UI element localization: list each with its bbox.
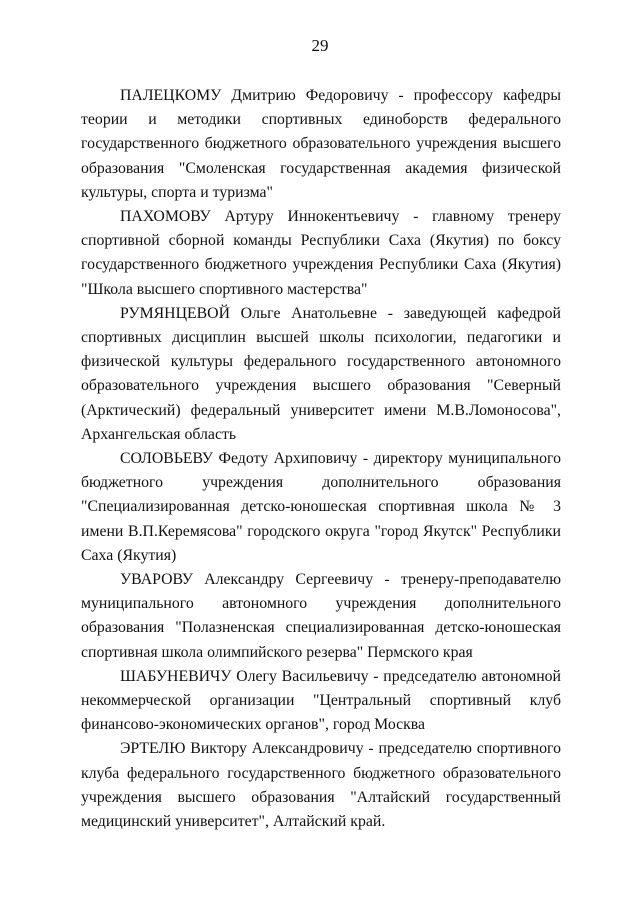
page-number: 29 <box>311 36 329 55</box>
award-entry-ertel: ЭРТЕЛЮ Виктору Александровичу - председателю спортивного клуба федерального государственного бюджетного образовательного учреждения высшего образования "Алтайский государственный медицинский университет", Алтайский край. <box>81 740 561 831</box>
award-entry-uvarov: УВАРОВУ Александру Сергеевичу - тренеру-преподавателю муниципального автономного учреждения дополнительного образования "Полазненская специализированная детско-юношеская спортивная школа олимпийского резерва" Пермского края <box>81 571 561 661</box>
award-entry-shabunevich: ШАБУНЕВИЧУ Олегу Васильевичу - председателю автономной некоммерческой организации "Центральный спортивный клуб финансово-экономических органов", город Москва <box>81 667 561 734</box>
award-entry-paletskiy: ПАЛЕЦКОМУ Дмитрию Федоровичу - профессору кафедры теории и методики спортивных единоборств федерального государственного бюджетного образовательного учреждения высшего образования "Смоленская государственная академия физической культуры, спорта и туризма" <box>81 87 561 201</box>
award-entry-pakhomov: ПАХОМОВУ Артуру Иннокентьевичу - главному тренеру спортивной сборной команды Республики Саха (Якутия) по боксу государственного бюджетного учреждения Республики Саха (Якутия) "Школа высшего спортивного мастерства" <box>81 208 561 298</box>
award-entry-rumyantseva: РУМЯНЦЕВОЙ Ольге Анатольевне - заведующей кафедрой спортивных дисциплин высшей школы психологии, педагогики и физической культуры федерального государственного автономного образовательного учреждения высшего образования "Северный (Арктический) федеральный университет имени М.В.Ломоносова", Архангельская область <box>81 304 561 443</box>
award-list <box>81 84 561 834</box>
award-entry-solovyev: СОЛОВЬЕВУ Федоту Архиповичу - директору муниципального бюджетного учреждения дополнительного образования "Специализированная детско-юношеская спортивная школа № 3 имени В.П.Керемясова" городского округа "город Якутск" Республики Саха (Якутия) <box>81 450 561 564</box>
